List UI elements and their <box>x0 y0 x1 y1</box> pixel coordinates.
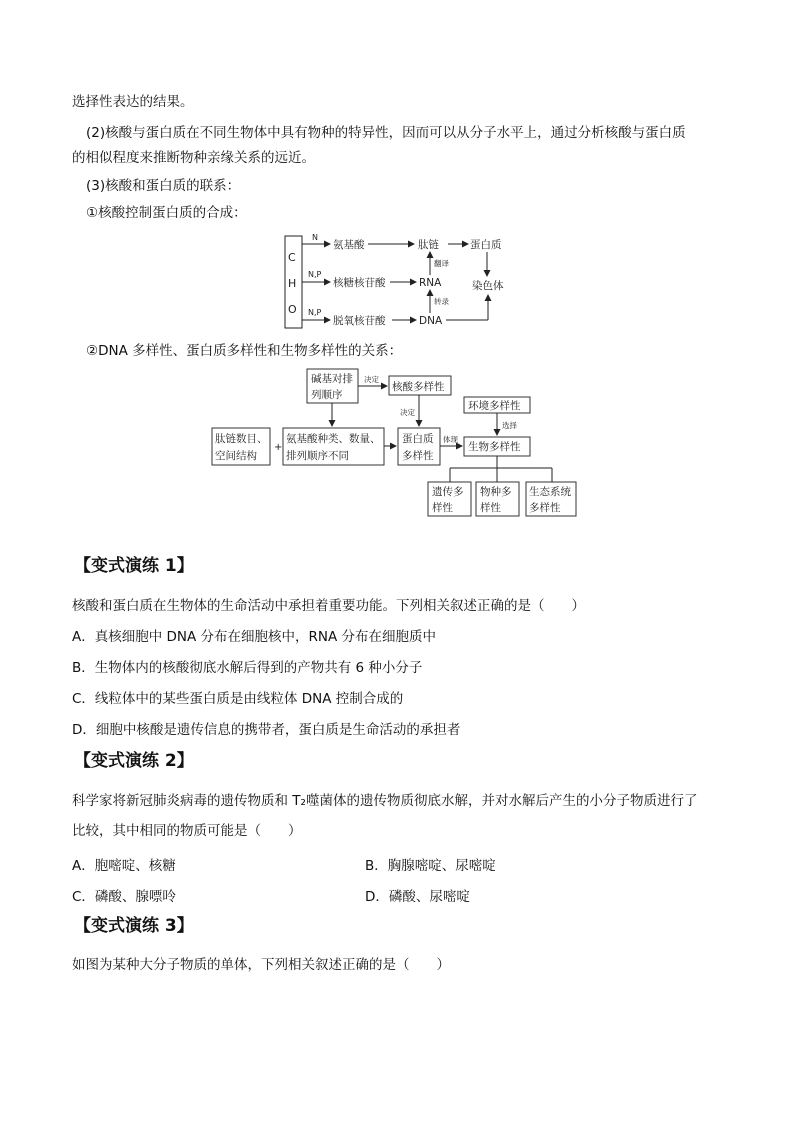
translation-label: 翻译 <box>434 259 449 268</box>
edge-np-2: N,P <box>308 308 322 317</box>
amino-acid-line1: 氨基酸种类、数量、 <box>286 433 381 445</box>
peptide-node: 肽链 <box>418 239 439 251</box>
paragraph-2-line2: 的相似程度来推断物种亲缘关系的远近。 <box>72 150 315 166</box>
decide-label-1: 决定 <box>364 375 379 384</box>
deoxyribonucleotide-node: 脱氧核苷酸 <box>333 315 386 327</box>
decide-label-2: 决定 <box>400 408 415 417</box>
chromosome-node: 染色体 <box>472 280 504 292</box>
element-c: C <box>288 251 296 264</box>
eco-diversity-line2: 多样性 <box>529 502 561 514</box>
genetic-diversity-line1: 遗传多 <box>432 486 464 498</box>
exercise-2-option-b[interactable]: B．胸腺嘧啶、尿嘧啶 <box>365 858 496 874</box>
base-order-line1: 碱基对排 <box>311 373 353 385</box>
exercise-2-stem-line1: 科学家将新冠肺炎病毒的遗传物质和 T₂噬菌体的遗传物质彻底水解，并对水解后产生的小分子物质进行了 <box>72 793 698 809</box>
exercise-2-title: 【变式演练 2】 <box>74 751 194 771</box>
amino-acid-node: 氨基酸 <box>333 239 365 251</box>
exercise-2-option-a[interactable]: A．胞嘧啶、核糖 <box>72 858 176 874</box>
element-h: H <box>288 277 297 290</box>
rna-node: RNA <box>419 277 442 289</box>
protein-diversity-line2: 多样性 <box>402 450 434 462</box>
exercise-3-stem: 如图为某种大分子物质的单体，下列相关叙述正确的是（ ） <box>72 957 450 973</box>
exercise-3-title: 【变式演练 3】 <box>74 916 194 936</box>
transcription-label: 转录 <box>434 297 449 306</box>
species-diversity-line1: 物种多 <box>480 486 512 498</box>
element-o: O <box>288 303 297 316</box>
nucleic-diversity-node: 核酸多样性 <box>392 381 445 393</box>
protein-diversity-line1: 蛋白质 <box>402 433 434 445</box>
exercise-2-stem-line2: 比较，其中相同的物质可能是（ ） <box>72 823 302 839</box>
protein-node: 蛋白质 <box>470 239 502 251</box>
edge-np-1: N,P <box>308 270 322 279</box>
paragraph-2-line1: (2)核酸与蛋白质在不同生物体中具有物种的特异性，因而可以从分子水平上，通过分析核酸与蛋白质 <box>86 125 686 141</box>
intro-line: 选择性表达的结果。 <box>72 94 194 110</box>
exercise-1-stem: 核酸和蛋白质在生物体的生命活动中承担着重要功能。下列相关叙述正确的是（ ） <box>72 598 585 614</box>
peptide-structure-line2: 空间结构 <box>215 450 257 462</box>
genetic-diversity-line2: 样性 <box>432 502 453 514</box>
diagram-diversity <box>0 0 794 560</box>
paragraph-3: (3)核酸和蛋白质的联系： <box>86 178 241 194</box>
amino-acid-line2: 排列顺序不同 <box>286 450 349 462</box>
exercise-2-option-c[interactable]: C．磷酸、腺嘌呤 <box>72 889 176 905</box>
exercise-2-option-d[interactable]: D．磷酸、尿嘧啶 <box>365 889 470 905</box>
exercise-1-option-d[interactable]: D．细胞中核酸是遗传信息的携带者，蛋白质是生命活动的承担者 <box>72 722 461 738</box>
env-diversity-node: 环境多样性 <box>468 400 521 412</box>
plus-sign: + <box>274 442 283 453</box>
subheading-1: ①核酸控制蛋白质的合成： <box>86 205 247 221</box>
exercise-1-title: 【变式演练 1】 <box>74 556 194 576</box>
eco-diversity-line1: 生态系统 <box>529 486 571 498</box>
edge-n: N <box>312 233 318 242</box>
ribonucleotide-node: 核糖核苷酸 <box>333 277 386 289</box>
select-label: 选择 <box>502 421 517 430</box>
exercise-1-option-b[interactable]: B．生物体内的核酸彻底水解后得到的产物共有 6 种小分子 <box>72 660 423 676</box>
embody-label: 体现 <box>443 435 458 444</box>
peptide-structure-line1: 肽链数目、 <box>215 433 268 445</box>
biodiversity-node: 生物多样性 <box>468 441 521 453</box>
dna-node: DNA <box>419 315 443 327</box>
subheading-2: ②DNA 多样性、蛋白质多样性和生物多样性的关系： <box>86 343 403 359</box>
species-diversity-line2: 样性 <box>480 502 501 514</box>
exercise-1-option-c[interactable]: C．线粒体中的某些蛋白质是由线粒体 DNA 控制合成的 <box>72 691 404 707</box>
exercise-1-option-a[interactable]: A．真核细胞中 DNA 分布在细胞核中，RNA 分布在细胞质中 <box>72 629 437 645</box>
base-order-line2: 列顺序 <box>311 389 343 401</box>
